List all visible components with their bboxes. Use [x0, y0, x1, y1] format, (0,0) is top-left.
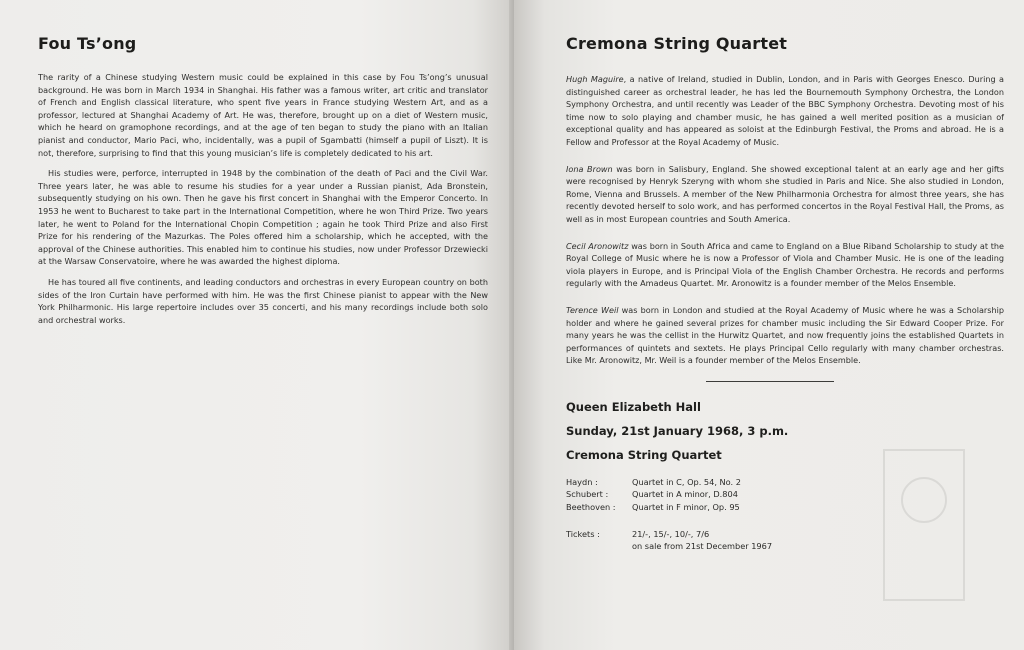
bio-name: Terence Weil: [566, 304, 619, 315]
right-page-title: Cremona String Quartet: [566, 34, 788, 53]
right-page: [514, 0, 1024, 650]
bio-iona-brown: [566, 163, 1004, 226]
program-work: Quartet in C, Op. 54, No. 2: [632, 476, 741, 487]
section-divider: [706, 381, 834, 382]
tickets-values: [632, 528, 772, 553]
bio-paragraph-1: The rarity of a Chinese studying Western music could be explained in this case by Fou Ts’ong’s unusual background. He was born in March 1934 in Shanghai. His father was a famous writer, art critic and translator of French and English classical literature, who spent five years in France studying Western Art, and as a professor, lectured at Shanghai Academy of Art. He was, therefore, brought up on a diet of Western music, which he heard on gramophone recordings, and at the age of ten began to study the piano with an Italian pianist and conductor, Mario Paci, who, incidentally, was a pupil of Sgambatti (himself a pupil of Liszt). It is not, therefore, surprising to find that this young musician’s life is completely dedicated to his art.: [38, 72, 488, 158]
bio-hugh-maguire: [566, 73, 1004, 149]
bio-name: Iona Brown: [566, 163, 613, 174]
concert-ensemble: Cremona String Quartet: [566, 447, 722, 462]
bio-text: , a native of Ireland, studied in Dublin, London, and in Paris with Georges Enesco. During a distinguished career as orchestral leader, he has led the Bournemouth Symphony Orchestra, the London Symphony Orchestra, and until recently was Leader of the BBC Symphony Orchestra. Devoting most of his time now to solo playing and chamber music, he has gained a well merited position as a musician of exceptional quality and has appeared as soloist at the Edinburgh Festival, the Proms and abroad. He is a Fellow and Professor at the Royal Academy of Music.: [566, 74, 1004, 147]
bio-name: Hugh Maguire: [566, 74, 624, 84]
bio-name: Cecil Aronowitz: [566, 240, 629, 251]
concert-venue: Queen Elizabeth Hall: [566, 399, 701, 414]
program-composer: Haydn :: [566, 476, 598, 487]
program-composer: Schubert :: [566, 489, 609, 500]
program-list: [566, 476, 1004, 514]
program-work: Quartet in F minor, Op. 95: [632, 502, 740, 513]
concert-date: Sunday, 21st January 1968, 3 p.m.: [566, 423, 789, 438]
left-page-title: Fou Ts’ong: [38, 34, 137, 53]
tickets-label: Tickets :: [566, 528, 600, 539]
bio-terence-weil: [566, 304, 1004, 367]
bio-paragraph-3: He has toured all five continents, and leading conductors and orchestras in every European country on both sides of the Iron Curtain have performed with him. He was the first Chinese pianist to appear with the New York Philharmonic. His large repertoire includes over 35 concerti, and his many recordings include both solo and orchestral works.: [38, 276, 488, 325]
bio-paragraph-2: His studies were, perforce, interrupted in 1948 by the combination of the death of Paci and the Civil War. Three years later, he was able to resume his studies for a year under a Russian pianist, Ada Bronstein, subsequently studying on his own. Then he gave his first concert in Shanghai with the Emperor Concerto. In 1953 he went to Bucharest to take part in the International Competition, where he won Third Prize. Two years later, he went to Poland for the International Chopin Competition ; again he took Third Prize and also First Prize for his rendering of the Mazurkas. The Poles offered him a scholarship, which he accepted, with the approval of the Chinese authorities. This enabled him to continue his studies, now under Professor Drzewiecki at the Warsaw Conservatoire, where he was awarded the highest diploma.: [38, 168, 488, 267]
bio-text: was born in South Africa and came to England on a Blue Riband Scholarship to study at the Royal College of Music where he is now a Professor of Viola and Chamber Music. He is one of the leading viola players in Europe, and is Principal Viola of the English Chamber Orchestra. He records and performs regularly with the Amadeus Quartet. Mr. Aronowitz is a founder member of the Melos Ensemble.: [566, 240, 1004, 289]
tickets-prices: 21/-, 15/-, 10/-, 7/6: [632, 528, 710, 539]
tickets-info: [566, 528, 1004, 553]
tickets-sale-date: on sale from 21st December 1967: [632, 541, 773, 552]
bio-cecil-aronowitz: [566, 240, 1004, 290]
bio-text: was born in Salisbury, England. She showed exceptional talent at an early age and her gifts were recognised by Henryk Szeryng with whom she studied in Paris and Nice. She also studied in London, Rome, Vienna and Brussels. A member of the New Philharmonia Orchestra for almost three years, she has recently devoted herself to solo work, and has performed concertos in the Royal Festival Hall, the Proms, as well as in most European countries and South America.: [566, 163, 1004, 224]
program-work: Quartet in A minor, D.804: [632, 489, 738, 500]
program-item: [566, 488, 1004, 501]
program-composer: Beethoven :: [566, 502, 616, 513]
program-item: [566, 476, 1004, 489]
program-item: [566, 501, 1004, 514]
bio-text: was born in London and studied at the Royal Academy of Music where he was a Scholarship holder and where he gained several prizes for chamber music including the Sir Edward Cooper Prize. For many years he was the cellist in the Hurwitz Quartet, and now frequently joins the established Quartets in performances of quintets and sextets. He plays Principal Cello regularly with many chamber orchestras. Like Mr. Aronowitz, Mr. Weil is a founder member of the Melos Ensemble.: [566, 304, 1004, 366]
